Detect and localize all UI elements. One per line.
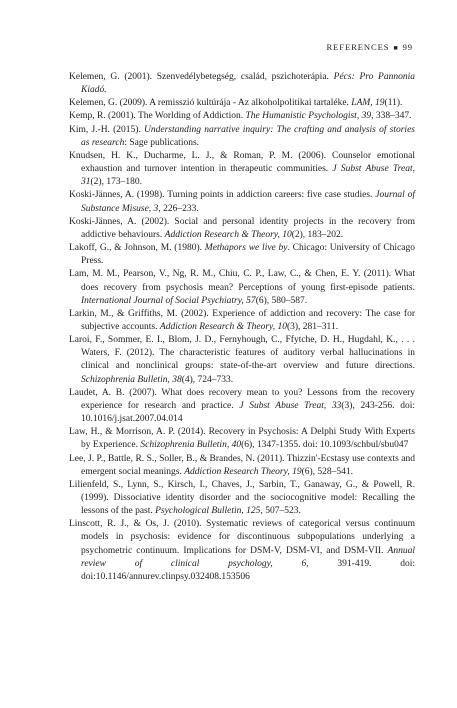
reference-text: Laroi, F., Sommer, E. I., Blom, J. D., Fernyhough, C., Ffytche, D. H., Hugdahl, K., . . . Waters, F. (2012). The characteristic features of auditory verbal hallucinations in clinical and nonclinical groups: state-of-the-art overview and future directions. bbox=[69, 335, 415, 372]
reference-entry bbox=[69, 124, 415, 150]
reference-source: Pécs: Pro Pannonia Kiadó. bbox=[81, 72, 416, 96]
reference-source: Journal of Substance Misuse, 3 bbox=[81, 190, 415, 214]
running-head bbox=[326, 42, 413, 52]
reference-entry bbox=[69, 71, 415, 97]
reference-entry bbox=[69, 426, 415, 452]
reference-source: LAM, 19 bbox=[351, 98, 385, 109]
reference-text: 338–347. bbox=[373, 111, 412, 122]
running-head-title: REFERENCES bbox=[326, 42, 390, 52]
reference-text: , 507–523. bbox=[260, 506, 301, 517]
reference-source: Annual review of clinical psychology, 6 bbox=[81, 545, 415, 569]
reference-source: Schizophrenia Bulletin, 40 bbox=[140, 440, 242, 451]
reference-entry bbox=[69, 308, 415, 334]
reference-list bbox=[69, 71, 415, 584]
running-head-separator: ■ bbox=[393, 43, 399, 52]
reference-entry bbox=[69, 268, 415, 307]
reference-text: (3), 281–311. bbox=[286, 321, 339, 332]
reference-text: Larkin, M., & Griffiths, M. (2002). Experience of addiction and recovery: The case for subjective accounts. bbox=[69, 308, 415, 332]
reference-source: Addiction Research Theory, 19 bbox=[184, 466, 302, 477]
reference-entry bbox=[69, 242, 415, 268]
reference-text: . Chicago: University of Chicago Press. bbox=[81, 243, 416, 267]
reference-entry bbox=[69, 216, 415, 242]
reference-text: (2), 183–202. bbox=[291, 229, 344, 240]
reference-text: Law, H., & Morrison, A. P. (2014). Recovery in Psychosis: A Delphi Study With Experts by Experience. bbox=[69, 427, 415, 451]
reference-text: Lam, M. M., Pearson, V., Ng, R. M., Chiu, C. P., Law, C., & Chen, E. Y. (2011). What does recovery from psychosis mean? Perceptions of young first-episode patients. bbox=[69, 269, 415, 293]
reference-text: (6), 580–587. bbox=[255, 295, 308, 306]
reference-text: (6), 1347-1355. doi: 10.1093/schbul/sbu047 bbox=[241, 440, 409, 451]
reference-entry bbox=[69, 387, 415, 426]
reference-text: Laudet, A. B. (2007). What does recovery mean to you? Lessons from the recovery experience for research and practice. bbox=[69, 387, 415, 411]
reference-text: (3), 243-256. doi: 10.1016/j.jsat.2007.04.014 bbox=[81, 400, 415, 425]
reference-text: : Sage publications. bbox=[124, 137, 200, 148]
reference-text: Kelemen, G. (2001). Szenvedélybetegség, család, pszichoterápia. bbox=[69, 72, 334, 82]
reference-text: Kim, J.-H. (2015). bbox=[69, 124, 145, 135]
reference-text: Koski-Jännes, A. (2002). Social and personal identity projects in the recovery from addictive behaviours. bbox=[69, 216, 415, 240]
reference-source: International Journal of Social Psychiatry, 57 bbox=[81, 295, 256, 306]
reference-source: Understanding narrative inquiry: The crafting and analysis of stories as research bbox=[81, 124, 415, 148]
reference-text: Lee, J. P., Battle, R. S., Soller, B., & Brandes, N. (2011). Thizzin'-Ecstasy use contexts and emergent social meanings. bbox=[69, 453, 415, 477]
reference-text: Knudsen, H. K., Ducharme, L. J., & Roman, P. M. (2006). Counselor emotional exhaustion and turnover intention in therapeutic communities. bbox=[69, 150, 415, 175]
reference-text: (4), 724–733. bbox=[181, 374, 234, 385]
reference-entry bbox=[69, 110, 415, 123]
reference-source: J Subst Abuse Treat, 33 bbox=[239, 400, 342, 411]
reference-source: Addiction Research & Theory, 10 bbox=[164, 229, 292, 240]
page-number: 99 bbox=[402, 42, 413, 52]
reference-entry bbox=[69, 453, 415, 479]
reference-source: Methapors we live by bbox=[204, 243, 288, 254]
reference-entry bbox=[69, 518, 415, 584]
reference-source: The Humanistic Psychologist, 39, bbox=[245, 111, 374, 122]
reference-text: Koski-Jännes, A. (1998). Turning points in addiction careers: five case studies. bbox=[69, 190, 376, 201]
reference-text: (2), 173–180. bbox=[90, 177, 142, 188]
reference-entry bbox=[69, 97, 415, 110]
reference-text: , 391-419. doi: doi:10.1146/annurev.clinpsy.032408.153506 bbox=[81, 558, 415, 582]
reference-text: Kemp, R. (2001). The Worlding of Addiction. bbox=[69, 111, 246, 122]
reference-entry bbox=[69, 479, 415, 518]
reference-entry bbox=[69, 150, 415, 189]
reference-text: Kelemen, G. (2009). A remisszió kultúrája - Az alkoholpolitikai tartaléke. bbox=[69, 98, 352, 109]
reference-text: , 226–233. bbox=[158, 203, 199, 214]
reference-source: Schizophrenia Bulletin, 38 bbox=[81, 374, 182, 385]
reference-entry bbox=[69, 334, 415, 387]
reference-source: J Subst Abuse Treat, 31 bbox=[81, 164, 415, 188]
reference-text: Linscott, R. J., & Os, J. (2010). Systematic reviews of categorical versus continuum models in psychosis: evidence for discontinuous subpopulations underlying a psychometric continuum. Implications for DSM-V, DSM-VI, and DSM-VII. bbox=[69, 519, 415, 556]
reference-text: Lakoff, G., & Johnson, M. (1980). bbox=[69, 243, 205, 254]
reference-source: Psychological Bulletin, 125 bbox=[155, 506, 261, 517]
reference-text: (6), 528–541. bbox=[301, 466, 354, 477]
reference-text: Lilienfeld, S., Lynn, S., Kirsch, I., Chaves, J., Sarbin, T., Ganaway, G., & Powell, R. (1999). Dissociative identity disorder and the sociocognitive model: Recalling the lessons of the past. bbox=[69, 479, 415, 517]
reference-entry bbox=[69, 189, 415, 215]
reference-source: Addiction Research & Theory, 10 bbox=[159, 321, 287, 332]
reference-text: (11). bbox=[384, 98, 403, 109]
